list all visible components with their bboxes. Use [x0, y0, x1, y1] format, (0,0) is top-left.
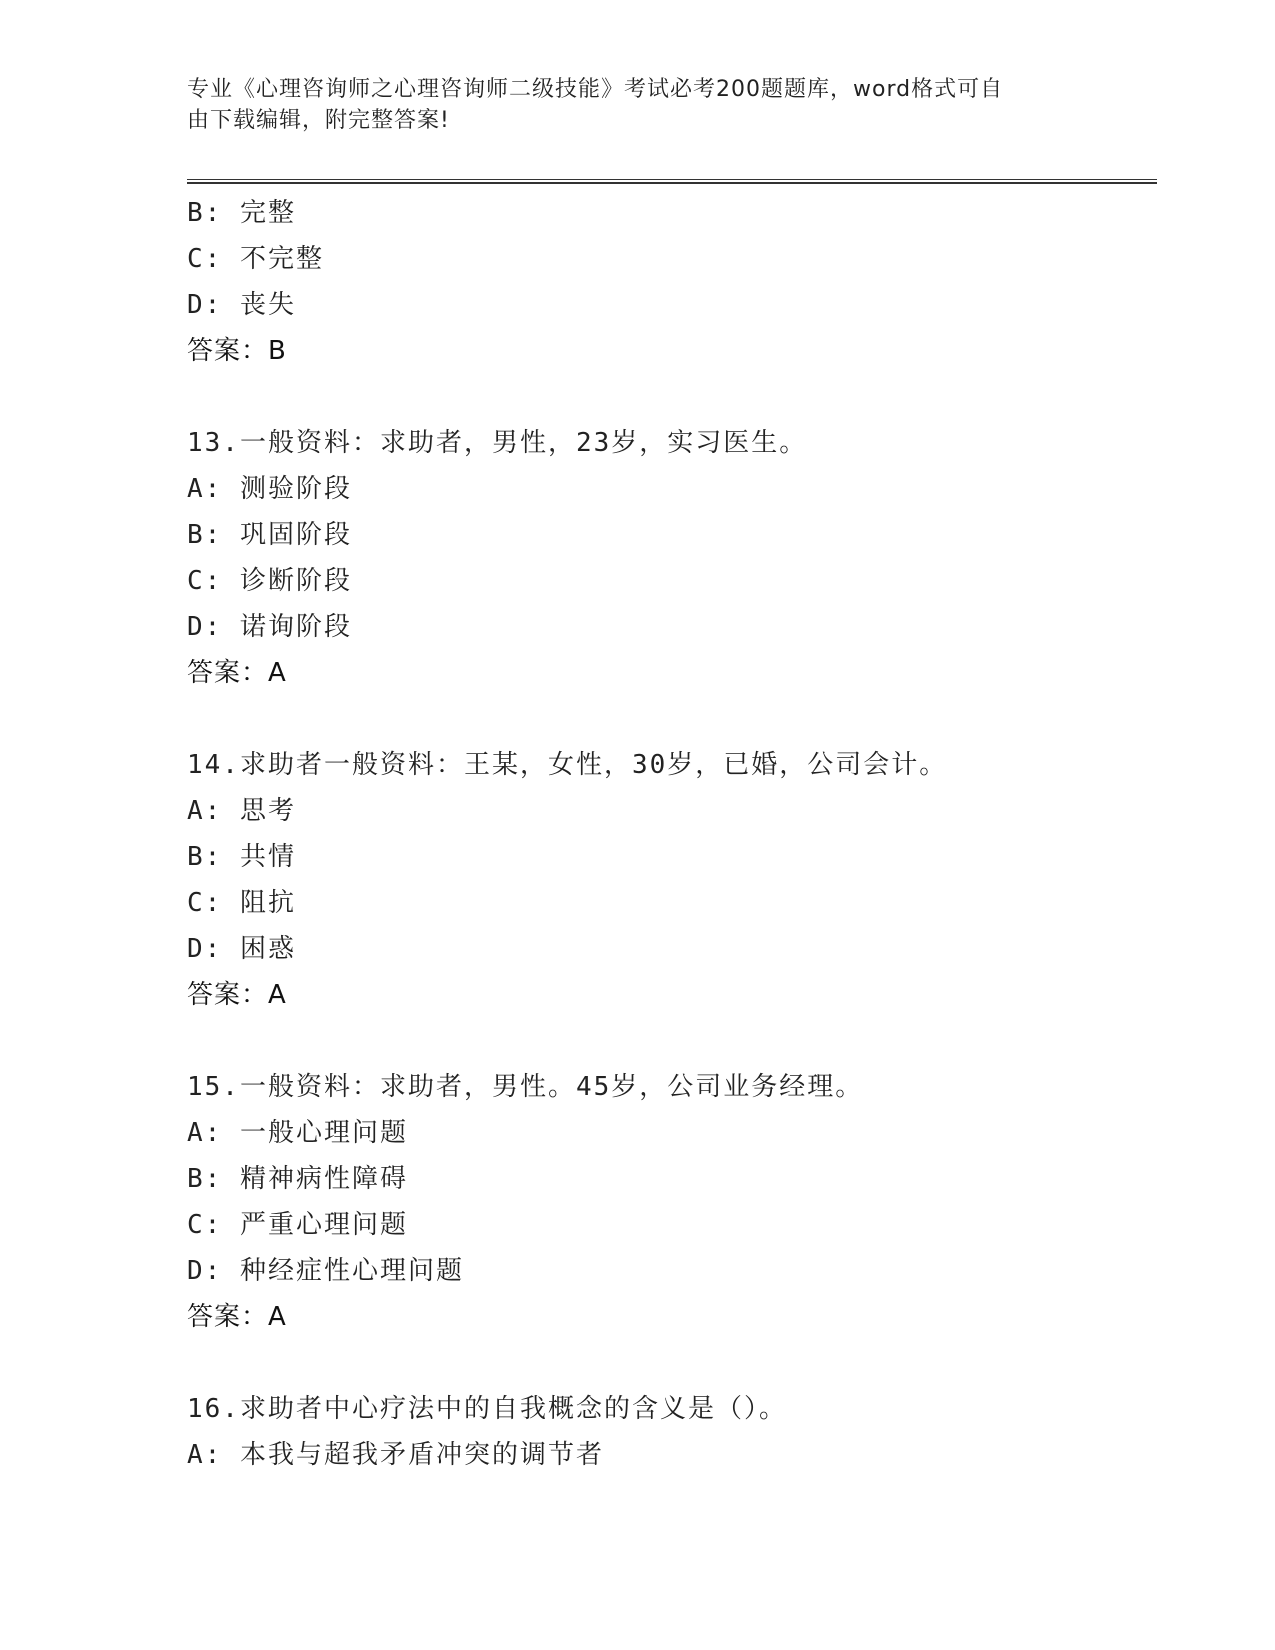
header-line-1: 专业《心理咨询师之心理咨询师二级技能》考试必考200题题库，word格式可自 — [187, 77, 1004, 102]
option-d: D: 诺询阶段 — [187, 612, 352, 642]
spacer — [187, 1340, 1147, 1386]
question-13 — [187, 420, 1147, 696]
option-a: A: 测验阶段 — [187, 474, 352, 504]
question-14 — [187, 742, 1147, 1018]
spacer — [187, 1018, 1147, 1064]
answer-line: 答案：B — [187, 336, 287, 366]
question-15 — [187, 1064, 1147, 1340]
spacer — [187, 374, 1147, 420]
question-content — [187, 190, 1147, 1478]
question-stem: 14.求助者一般资料：王某，女性，30岁，已婚，公司会计。 — [187, 750, 948, 780]
option-b: B: 共情 — [187, 842, 296, 872]
document-header — [187, 74, 1067, 136]
header-divider — [187, 179, 1157, 184]
question-16 — [187, 1386, 1147, 1478]
question-12-tail — [187, 190, 1147, 374]
question-stem: 13.一般资料：求助者，男性，23岁，实习医生。 — [187, 428, 808, 458]
option-d: D: 困惑 — [187, 934, 296, 964]
question-stem: 16.求助者中心疗法中的自我概念的含义是（）。 — [187, 1394, 787, 1424]
spacer — [187, 696, 1147, 742]
option-a: A: 一般心理问题 — [187, 1118, 408, 1148]
option-d: D: 种经症性心理问题 — [187, 1256, 464, 1286]
option-d: D: 丧失 — [187, 290, 296, 320]
option-c: C: 严重心理问题 — [187, 1210, 408, 1240]
answer-line: 答案：A — [187, 658, 287, 688]
answer-line: 答案：A — [187, 980, 287, 1010]
question-stem: 15.一般资料：求助者，男性。45岁，公司业务经理。 — [187, 1072, 864, 1102]
option-b: B: 巩固阶段 — [187, 520, 352, 550]
option-c: C: 阻抗 — [187, 888, 296, 918]
option-b: B: 精神病性障碍 — [187, 1164, 408, 1194]
option-a: A: 本我与超我矛盾冲突的调节者 — [187, 1440, 604, 1470]
option-b: B: 完整 — [187, 198, 296, 228]
header-line-2: 由下载编辑，附完整答案! — [187, 108, 450, 133]
option-a: A: 思考 — [187, 796, 296, 826]
answer-line: 答案：A — [187, 1302, 287, 1332]
option-c: C: 诊断阶段 — [187, 566, 352, 596]
option-c: C: 不完整 — [187, 244, 324, 274]
